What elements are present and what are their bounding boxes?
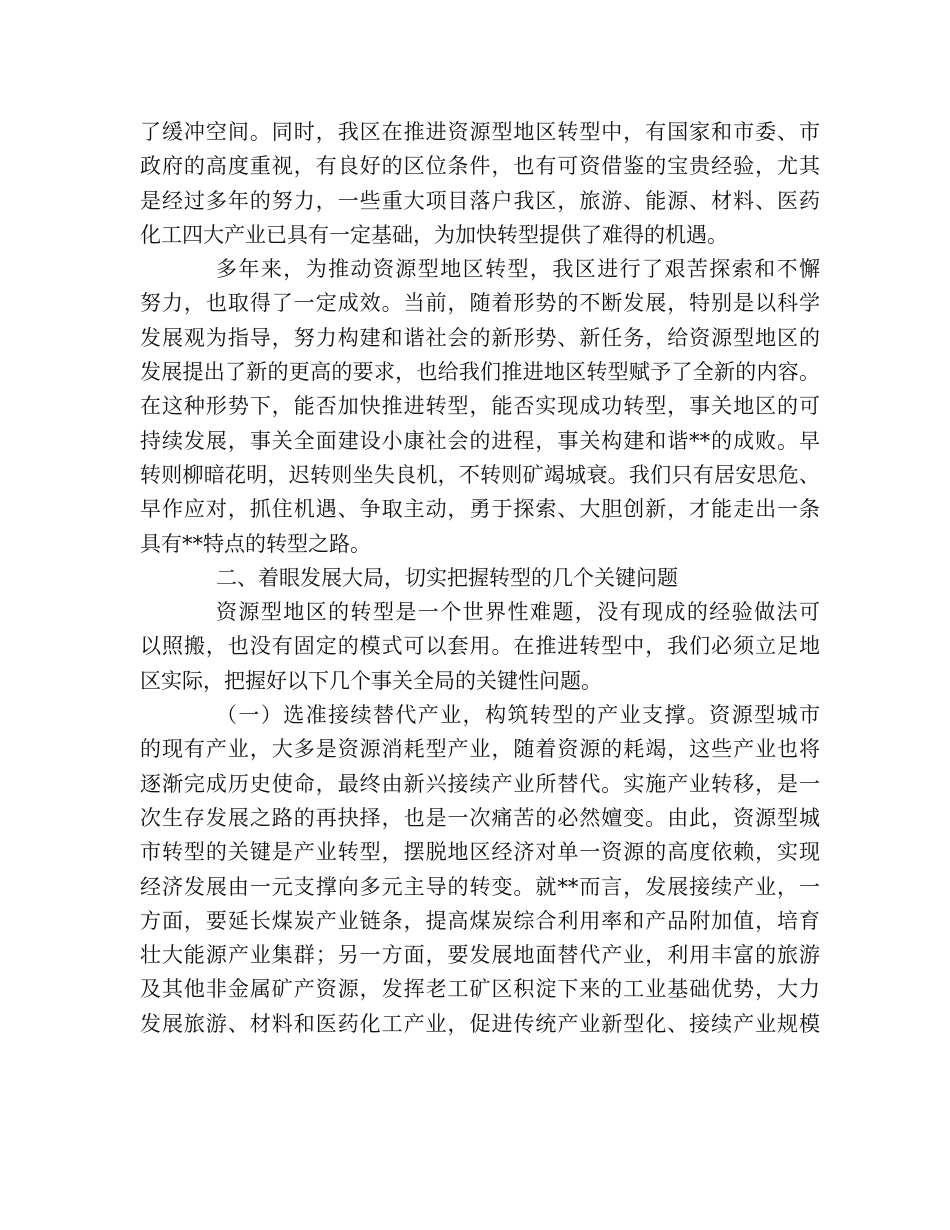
text-line: （一）选准接续替代产业，构筑转型的产业支撑。资源型城市 — [216, 703, 820, 728]
text-line: 是经过多年的努力，一些重大项目落户我区，旅游、能源、材料、医药 — [140, 188, 820, 213]
text-line: 方面，要延长煤炭产业链条，提高煤炭综合利用率和产品附加值，培育 — [140, 908, 820, 933]
text-line: 政府的高度重视，有良好的区位条件，也有可资借鉴的宝贵经验，尤其 — [140, 154, 820, 179]
text-line: 二、着眼发展大局，切实把握转型的几个关键问题 — [216, 565, 678, 590]
text-line: 壮大能源产业集群；另一方面，要发展地面替代产业，利用丰富的旅游 — [140, 943, 820, 968]
text-line: 发展提出了新的更高的要求，也给我们推进地区转型赋予了全新的内容。 — [140, 360, 820, 385]
text-line: 次生存发展之路的再抉择，也是一次痛苦的必然嬗变。由此，资源型城 — [140, 805, 820, 830]
document-body — [140, 115, 820, 1041]
text-line: 转则柳暗花明，迟转则坐失良机，不转则矿竭城衰。我们只有居安思危、 — [140, 462, 820, 487]
text-line: 化工四大产业已具有一定基础，为加快转型提供了难得的机遇。 — [140, 222, 728, 247]
text-line: 逐渐完成历史使命，最终由新兴接续产业所替代。实施产业转移，是一 — [140, 771, 820, 796]
text-line: 区实际，把握好以下几个事关全局的关键性问题。 — [140, 668, 602, 693]
text-line: 努力，也取得了一定成效。当前，随着形势的不断发展，特别是以科学 — [140, 291, 820, 316]
text-line: 资源型地区的转型是一个世界性难题，没有现成的经验做法可 — [216, 600, 820, 625]
text-line: 及其他非金属矿产资源，发挥老工矿区积淀下来的工业基础优势，大力 — [140, 977, 820, 1002]
text-line: 在这种形势下，能否加快推进转型，能否实现成功转型，事关地区的可 — [140, 394, 820, 419]
text-line: 早作应对，抓住机遇、争取主动，勇于探索、大胆创新，才能走出一条 — [140, 497, 820, 522]
text-line: 市转型的关键是产业转型，摆脱地区经济对单一资源的高度依赖，实现 — [140, 840, 820, 865]
text-line: 的现有产业，大多是资源消耗型产业，随着资源的耗竭，这些产业也将 — [140, 737, 820, 762]
text-line: 具有**特点的转型之路。 — [140, 531, 371, 556]
text-line: 多年来，为推动资源型地区转型，我区进行了艰苦探索和不懈 — [216, 257, 820, 282]
text-line: 持续发展，事关全面建设小康社会的进程，事关构建和谐**的成败。早 — [140, 428, 820, 453]
text-line: 以照搬，也没有固定的模式可以套用。在推进转型中，我们必须立足地 — [140, 634, 820, 659]
text-line: 发展旅游、材料和医药化工产业，促进传统产业新型化、接续产业规模 — [140, 1011, 820, 1036]
text-line: 经济发展由一元支撑向多元主导的转变。就**而言，发展接续产业，一 — [140, 874, 820, 899]
text-line: 了缓冲空间。同时，我区在推进资源型地区转型中，有国家和市委、市 — [140, 120, 820, 144]
text-line: 发展观为指导，努力构建和谐社会的新形势、新任务，给资源型地区的 — [140, 325, 820, 350]
